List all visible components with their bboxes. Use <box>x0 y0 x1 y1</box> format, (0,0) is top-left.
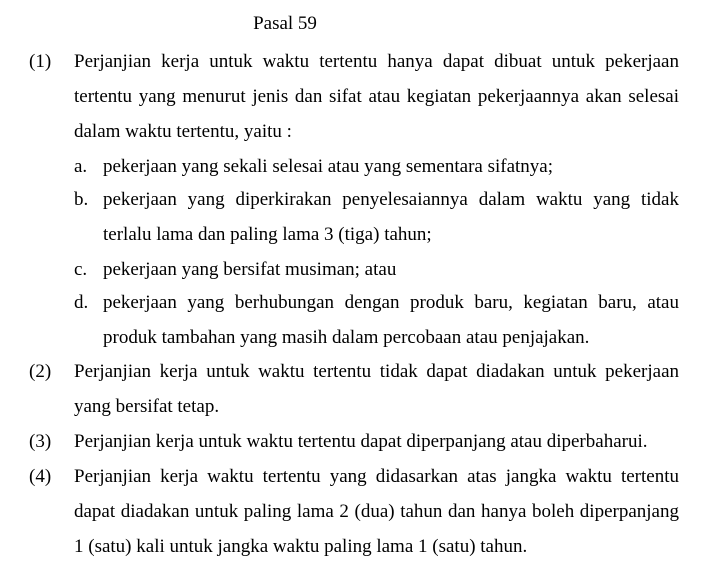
list-item-text: pekerjaan yang berhubungan dengan produk baru, kegiatan baru, atau produk tambahan yang masih dalam percobaan atau penjajakan. <box>103 292 679 348</box>
paragraph-3 <box>29 424 679 459</box>
paragraph-1 <box>29 44 679 149</box>
list-item-letter: c. <box>74 259 88 280</box>
list-item-text: pekerjaan yang sekali selesai atau yang sementara sifatnya; <box>103 156 553 177</box>
paragraph-4 <box>29 459 679 564</box>
list-item-letter: b. <box>74 189 89 210</box>
paragraph-text: Perjanjian kerja untuk waktu tertentu tidak dapat diadakan untuk pekerjaan yang bersifat tetap. <box>74 361 679 417</box>
paragraph-text: Perjanjian kerja untuk waktu tertentu hanya dapat dibuat untuk pekerjaan tertentu yang menurut jenis dan sifat atau kegiatan pekerjaannya akan selesai dalam waktu tertentu, yaitu : <box>74 51 679 142</box>
paragraph-number: (1) <box>29 51 52 72</box>
paragraph-text: Perjanjian kerja untuk waktu tertentu dapat diperpanjang atau diperbaharui. <box>74 431 648 452</box>
paragraph-2 <box>29 354 679 424</box>
article-title: Pasal 59 <box>253 13 317 34</box>
list-item-text: pekerjaan yang diperkirakan penyelesaiannya dalam waktu yang tidak terlalu lama dan paling lama 3 (tiga) tahun; <box>103 189 679 245</box>
list-item-b <box>74 182 679 252</box>
list-item-letter: d. <box>74 292 89 313</box>
list-item-text: pekerjaan yang bersifat musiman; atau <box>103 259 397 280</box>
paragraph-number: (2) <box>29 361 52 382</box>
list-item-a <box>74 149 679 184</box>
paragraph-text: Perjanjian kerja waktu tertentu yang didasarkan atas jangka waktu tertentu dapat diadakan untuk paling lama 2 (dua) tahun dan hanya boleh diperpanjang 1 (satu) kali untuk jangka waktu paling lama 1 (satu) tahun. <box>74 466 679 557</box>
list-item-d <box>74 285 679 355</box>
list-item-c <box>74 252 679 287</box>
paragraph-number: (3) <box>29 431 52 452</box>
paragraph-number: (4) <box>29 466 52 487</box>
list-item-letter: a. <box>74 156 88 177</box>
